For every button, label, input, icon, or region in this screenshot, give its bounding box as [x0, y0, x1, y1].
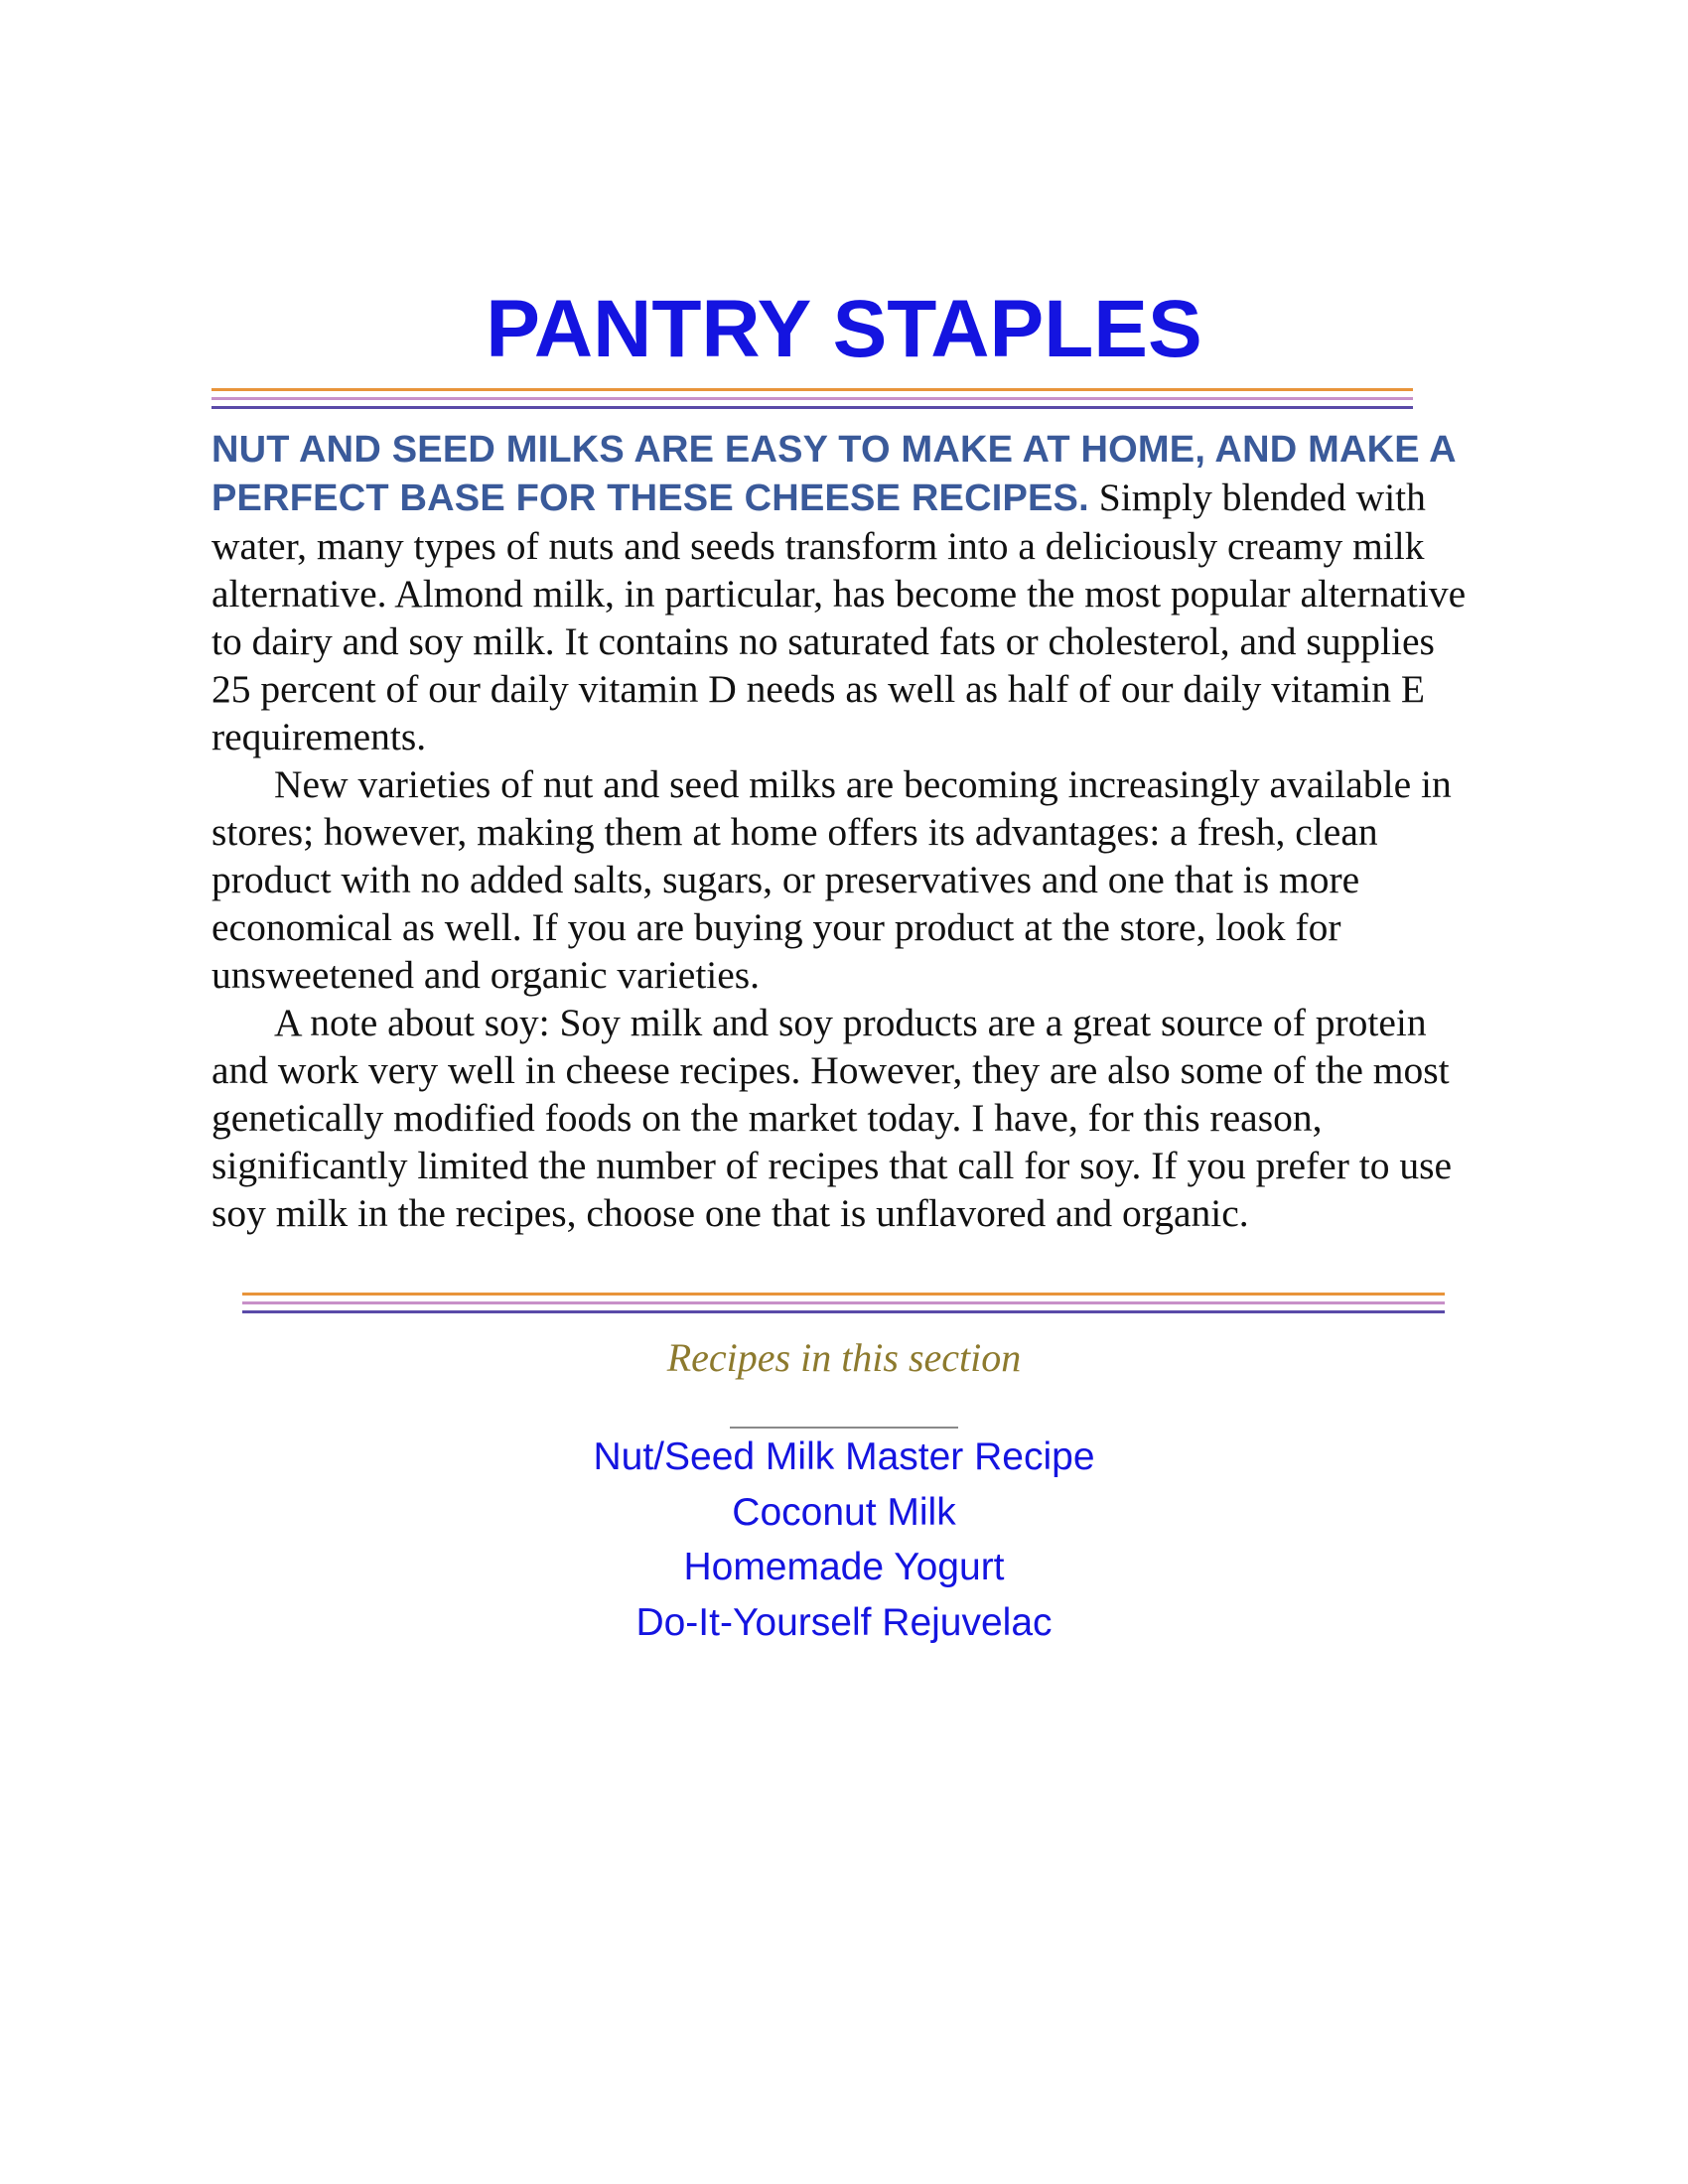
lead-in-heading: NUT AND SEED MILKS ARE EASY TO MAKE AT HOME, AND MAKE A PERFECT BASE FOR THESE CHEESE RECIPES. — [211, 429, 1456, 519]
decorative-rules-bottom — [242, 1293, 1445, 1319]
intro-paragraph-1 — [211, 425, 1482, 760]
recipe-link[interactable]: Coconut Milk — [732, 1490, 956, 1534]
rule-orange — [211, 388, 1413, 391]
intro-paragraph-3: A note about soy: Soy milk and soy products are a great source of protein and work very well in cheese recipes. However, they are also some of the most genetically modified foods on the market today. I have, for this reason, significantly limited the number of recipes that call for soy. If you prefer to use soy milk in the recipes, choose one that is unflavored and organic. — [211, 1001, 1452, 1235]
recipe-link[interactable]: Do-It-Yourself Rejuvelac — [635, 1600, 1053, 1644]
decorative-rules-top — [211, 388, 1413, 415]
intro-text — [211, 425, 1482, 1237]
rule-pink — [242, 1301, 1445, 1304]
recipes-heading: Recipes in this section — [666, 1335, 1022, 1380]
recipe-list — [0, 1430, 1688, 1650]
rule-purple — [242, 1310, 1445, 1313]
intro-paragraph-2: New varieties of nut and seed milks are becoming increasingly available in stores; however, making them at home offers its advantages: a fresh, clean product with no added salts, sugars, or preservatives and one that is more economical as well. If you are buying your product at the store, look for unsweetened and organic varieties. — [211, 762, 1452, 997]
rule-purple — [211, 406, 1413, 409]
recipe-link[interactable]: Nut/Seed Milk Master Recipe — [593, 1435, 1095, 1478]
page-title: PANTRY STAPLES — [486, 284, 1202, 374]
divider — [730, 1427, 958, 1429]
rule-pink — [211, 397, 1413, 400]
intro-paragraph-1-text: Simply blended with water, many types of nuts and seeds transform into a deliciously creamy milk alternative. Almond milk, in particular, has become the most popular alternative to dairy and soy milk. It contains no saturated fats or cholesterol, and supplies 25 percent of our daily vitamin D needs as well as half of our daily vitamin E requirements. — [211, 476, 1467, 758]
recipe-link[interactable]: Homemade Yogurt — [683, 1546, 1005, 1588]
rule-orange — [242, 1293, 1445, 1296]
